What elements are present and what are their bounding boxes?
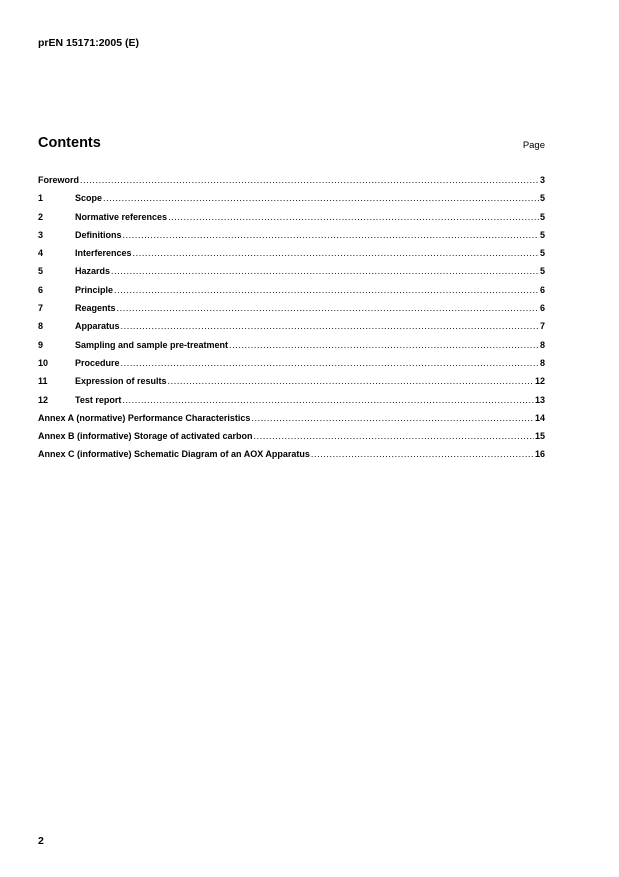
table-of-contents [38, 175, 545, 468]
toc-entry-number: 7 [38, 303, 44, 314]
toc-entry[interactable] [38, 303, 545, 321]
toc-entry-title: Apparatus [75, 321, 120, 332]
toc-entry[interactable] [38, 193, 545, 211]
toc-entry-page: 6 [539, 303, 545, 314]
toc-entry[interactable] [38, 449, 545, 467]
toc-entry-page: 7 [539, 321, 545, 332]
toc-dot-leader [168, 212, 539, 222]
toc-entry-number: 11 [38, 376, 48, 387]
toc-entry[interactable] [38, 321, 545, 339]
toc-entry[interactable] [38, 248, 545, 266]
toc-entry[interactable] [38, 431, 545, 449]
toc-entry-title: Annex C (informative) Schematic Diagram of an AOX Apparatus [38, 449, 310, 460]
toc-entry-title: Foreword [38, 175, 80, 185]
toc-entry-page: 5 [539, 229, 545, 240]
toc-dot-leader [251, 413, 534, 423]
toc-entry-page: 8 [539, 339, 545, 350]
toc-dot-leader [121, 321, 539, 331]
toc-entry-title: Scope [75, 193, 103, 204]
toc-dot-leader [254, 431, 534, 441]
toc-dot-leader [117, 303, 539, 313]
toc-entry-number: 8 [38, 321, 44, 332]
toc-entry-page: 15 [534, 431, 545, 442]
toc-entry-page: 3 [539, 175, 545, 185]
toc-dot-leader [111, 266, 539, 276]
toc-entry-page: 16 [534, 449, 545, 460]
toc-dot-leader [123, 230, 539, 240]
toc-dot-leader [133, 248, 539, 258]
toc-entry-number: 2 [38, 211, 44, 222]
toc-entry-page: 8 [539, 357, 545, 368]
toc-entry-title: Sampling and sample pre-treatment [75, 339, 229, 350]
toc-entry-number: 9 [38, 339, 44, 350]
toc-entry-number: 10 [38, 357, 49, 368]
toc-entry[interactable] [38, 285, 545, 303]
toc-entry-page: 5 [539, 266, 545, 277]
toc-entry[interactable] [38, 175, 545, 193]
toc-entry-title: Definitions [75, 229, 122, 240]
toc-entry-title: Reagents [75, 303, 116, 314]
toc-entry-page: 5 [539, 248, 545, 259]
toc-entry-page: 5 [539, 193, 545, 204]
page-column-label: Page [522, 140, 545, 151]
toc-entry-title: Procedure [75, 357, 120, 368]
toc-entry-title: Annex B (informative) Storage of activated carbon [38, 431, 253, 442]
toc-entry-number: 12 [38, 394, 49, 405]
toc-entry-page: 6 [539, 284, 545, 295]
page-number: 2 [38, 835, 44, 847]
toc-entry[interactable] [38, 358, 545, 376]
toc-entry[interactable] [38, 266, 545, 284]
toc-entry-title: Hazards [75, 266, 111, 277]
toc-entry-number: 5 [38, 266, 44, 277]
toc-dot-leader [168, 376, 534, 386]
toc-entry-number: 4 [38, 248, 44, 259]
toc-dot-leader [80, 175, 539, 185]
toc-dot-leader [103, 193, 539, 203]
toc-entry-title: Expression of results [75, 376, 167, 387]
toc-dot-leader [122, 395, 534, 405]
toc-entry-page: 12 [534, 376, 545, 387]
toc-entry-title: Normative references [75, 211, 168, 222]
toc-entry[interactable] [38, 376, 545, 394]
toc-entry-title: Annex A (normative) Performance Characteristics [38, 412, 251, 423]
document-header: prEN 15171:2005 (E) [38, 37, 139, 49]
toc-entry-number: 1 [38, 193, 44, 204]
toc-dot-leader [121, 358, 539, 368]
toc-dot-leader [114, 285, 539, 295]
toc-entry-number: 6 [38, 284, 44, 295]
toc-entry[interactable] [38, 340, 545, 358]
toc-dot-leader [311, 449, 534, 459]
toc-entry-title: Interferences [75, 248, 132, 259]
toc-entry-number: 3 [38, 229, 44, 240]
toc-entry[interactable] [38, 230, 545, 248]
toc-entry-title: Principle [75, 284, 114, 295]
toc-entry-page: 14 [534, 412, 545, 423]
toc-entry-page: 5 [539, 211, 545, 222]
toc-entry[interactable] [38, 212, 545, 230]
toc-entry-title: Test report [75, 394, 122, 405]
toc-entry[interactable] [38, 395, 545, 413]
toc-dot-leader [229, 340, 539, 350]
toc-entry[interactable] [38, 413, 545, 431]
contents-heading: Contents [38, 135, 101, 151]
toc-entry-page: 13 [534, 394, 545, 405]
